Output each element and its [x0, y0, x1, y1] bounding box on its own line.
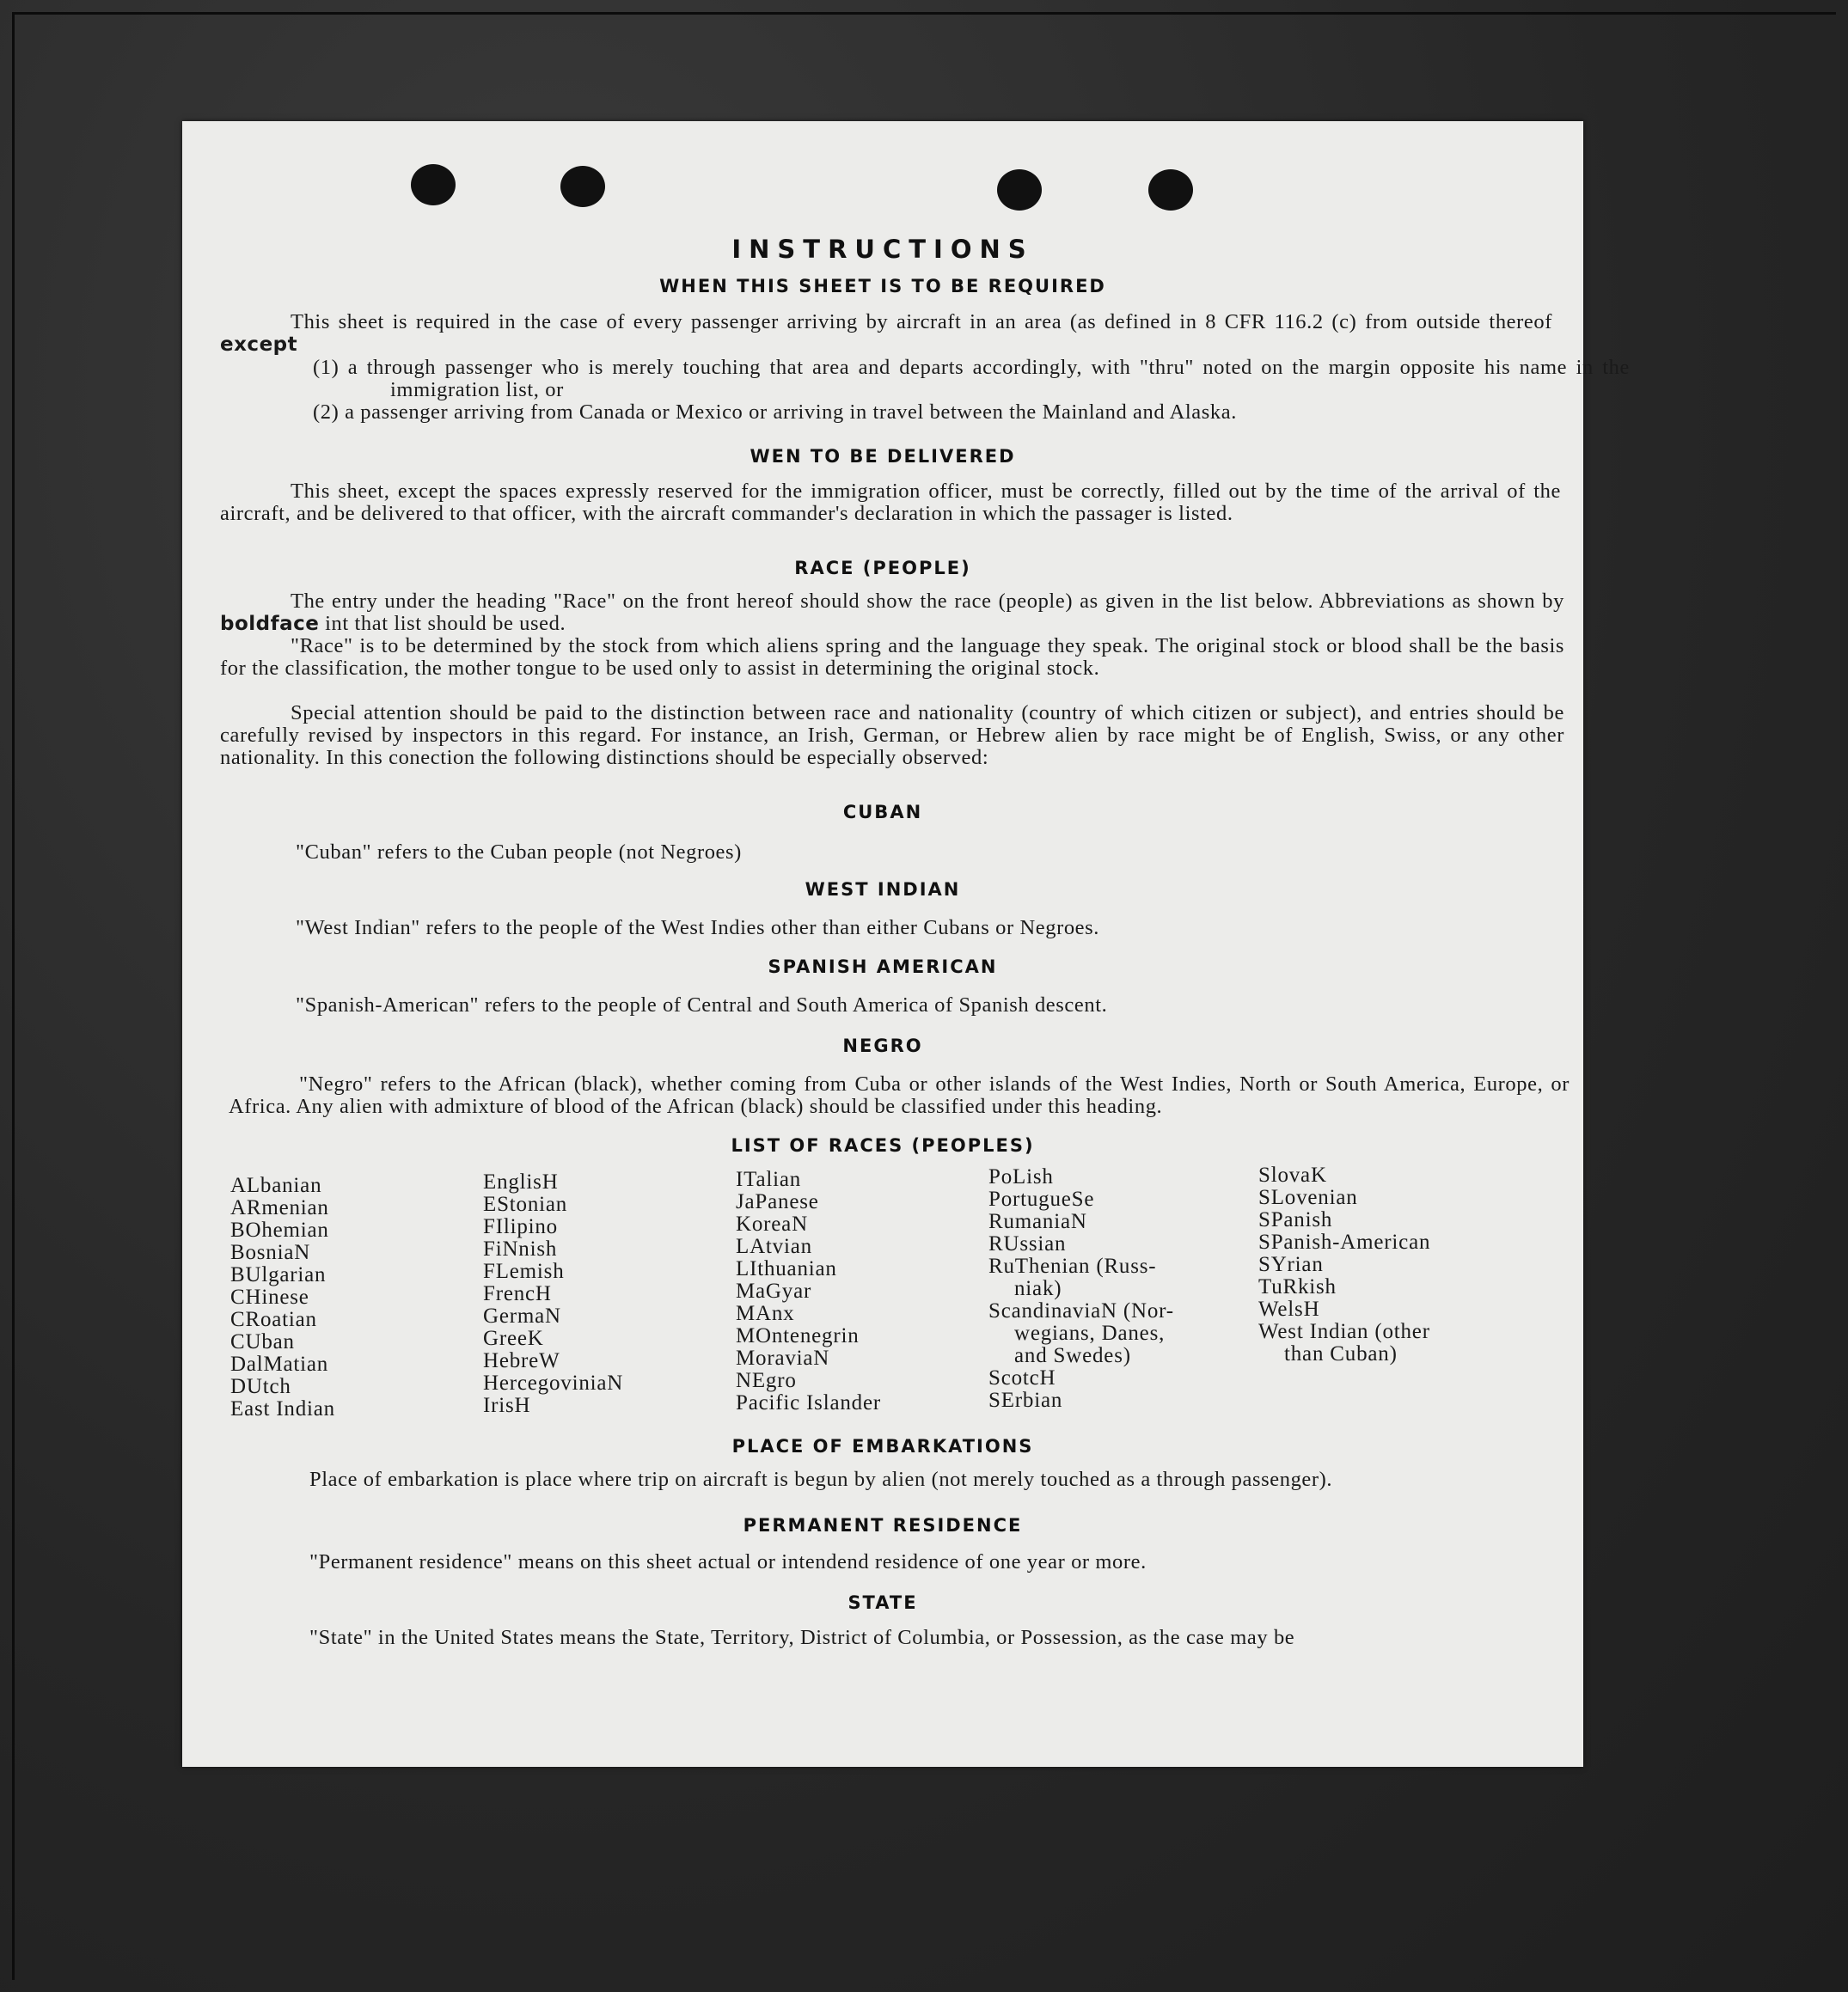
race-item: ScandinaviaN (Nor-: [988, 1299, 1174, 1323]
race-item: MaGyar: [736, 1280, 812, 1303]
race-paragraph-1: The entry under the heading "Race" on the front hereof should show the race (people) as given in the list below. Abbreviations as shown by boldface int that list should be used.: [220, 590, 1564, 635]
punch-hole: [411, 164, 456, 205]
residence-text: "Permanent residence" means on this sheet actual or intendend residence of one year or more.: [309, 1550, 1147, 1573]
race-item: JaPanese: [736, 1190, 819, 1213]
race-item: DalMatian: [230, 1353, 329, 1376]
state-text: "State" in the United States means the State, Territory, District of Columbia, or Possession, as the case may be: [309, 1626, 1295, 1649]
race-item: FiNnish: [483, 1237, 558, 1261]
race-item: MoraviaN: [736, 1347, 830, 1370]
race-item: and Swedes): [1014, 1344, 1131, 1367]
race-item: KoreaN: [736, 1213, 808, 1236]
race-item: ScotcH: [988, 1366, 1056, 1390]
race-item: CRoatian: [230, 1308, 317, 1331]
when-required-item-2: (2) a passenger arriving from Canada or Mexico or arriving in travel between the Mainland and Alaska.: [313, 400, 1237, 424]
spanish-american-text: "Spanish-American" refers to the people of Central and South America of Spanish descent.: [296, 993, 1108, 1017]
race-item: SPanish-American: [1258, 1231, 1431, 1254]
races-column-3: [736, 1169, 881, 1415]
race-item: LAtvian: [736, 1235, 812, 1258]
heading-when-delivered: WEN TO BE DELIVERED: [750, 446, 1016, 467]
west-indian-text: "West Indian" refers to the people of the West Indies other than either Cubans or Negroes.: [296, 916, 1100, 939]
race-paragraph-2: "Race" is to be determined by the stock from which aliens spring and the language they speak. The original stock or blood shall be the basis for the classification, the mother tongue to be used only to assist in determining the original stock.: [220, 634, 1564, 680]
race-item: West Indian (other: [1258, 1320, 1430, 1343]
heading-when-required: WHEN THIS SHEET IS TO BE REQUIRED: [659, 276, 1106, 296]
when-required-item-1: (1) a through passenger who is merely touching that area and departs accordingly, with "thru" noted on the margin opposite his name in the immigration list, or: [313, 356, 1630, 401]
race-item: SLovenian: [1258, 1186, 1358, 1209]
punch-hole: [997, 169, 1042, 211]
except-bold: except: [220, 333, 298, 356]
race-item: SErbian: [988, 1389, 1063, 1412]
race-item: BosniaN: [230, 1241, 311, 1264]
negro-text: "Negro" refers to the African (black), whether coming from Cuba or other islands of the West Indies, North or South America, Europe, or Africa. Any alien with admixture of blood of the African (black) should be classified under this heading.: [229, 1072, 1570, 1118]
heading-negro: NEGRO: [842, 1036, 923, 1056]
race-item: GreeK: [483, 1327, 544, 1350]
race-item: CUban: [230, 1330, 295, 1353]
race-item: SYrian: [1258, 1253, 1324, 1276]
race-item: MOntenegrin: [736, 1324, 860, 1347]
race-item: CHinese: [230, 1286, 309, 1309]
race-item: RumaniaN: [988, 1210, 1087, 1233]
race-item: FrencH: [483, 1282, 552, 1305]
races-column-2: [483, 1171, 623, 1417]
races-column-5: [1258, 1164, 1430, 1366]
race-paragraph-3: Special attention should be paid to the distinction between race and nationality (country of which citizen or subject), and entries should be carefully revised by inspectors in this regard. For instance, an Irish, German, or Hebrew alien by race might be of English, Swiss, or any other nationality. In this conection the following distinctions should be especially observed:: [220, 701, 1564, 769]
race-item: PoLish: [988, 1165, 1054, 1188]
page-title: INSTRUCTIONS: [731, 235, 1034, 264]
when-required-intro: This sheet is required in the case of every passenger arriving by aircraft in an area (as defined in 8 CFR 116.2 (c) from outside thereof except: [220, 310, 1552, 356]
race-item: HercegoviniaN: [483, 1372, 624, 1395]
race-item: SPanish: [1258, 1208, 1333, 1231]
race-item: LIthuanian: [736, 1257, 837, 1280]
race-item: BOhemian: [230, 1219, 329, 1242]
heading-west-indian: WEST INDIAN: [805, 879, 961, 900]
race-item: BUlgarian: [230, 1263, 327, 1286]
heading-cuban: CUBAN: [842, 802, 923, 822]
race-item: wegians, Danes,: [1014, 1322, 1166, 1345]
race-item: RUssian: [988, 1232, 1067, 1256]
race-item: East Indian: [230, 1397, 335, 1421]
race-item: ALbanian: [230, 1174, 322, 1197]
embarkation-text: Place of embarkation is place where trip on aircraft is begun by alien (not merely touched as a through passenger).: [309, 1468, 1333, 1491]
race-item: EnglisH: [483, 1170, 559, 1194]
race-item: Pacific Islander: [736, 1391, 881, 1415]
race-item: than Cuban): [1284, 1342, 1398, 1366]
race-item: NEgro: [736, 1369, 797, 1392]
race-item: ARmenian: [230, 1196, 329, 1219]
race-item: FIlipino: [483, 1215, 558, 1238]
race-item: niak): [1014, 1277, 1062, 1300]
race-item: IrisH: [483, 1394, 531, 1417]
races-column-4: [988, 1166, 1174, 1412]
race-item: SlovaK: [1258, 1164, 1327, 1187]
race-item: DUtch: [230, 1375, 291, 1398]
heading-permanent-residence: PERMANENT RESIDENCE: [743, 1515, 1023, 1536]
punch-hole: [560, 166, 605, 207]
boldface-bold: boldface: [220, 613, 320, 635]
when-delivered-text: This sheet, except the spaces expressly reserved for the immigration officer, must be correctly, filled out by the time of the arrival of the aircraft, and be delivered to that officer, with the aircraft commander's declaration in which the passager is listed.: [220, 480, 1561, 525]
race-item: TuRkish: [1258, 1275, 1337, 1298]
punch-hole: [1148, 169, 1193, 211]
race-item: WelsH: [1258, 1298, 1320, 1321]
heading-embarkation: PLACE OF EMBARKATIONS: [731, 1436, 1034, 1457]
heading-state: STATE: [848, 1592, 918, 1613]
cuban-text: "Cuban" refers to the Cuban people (not Negroes): [296, 840, 742, 864]
race-item: RuThenian (Russ-: [988, 1255, 1157, 1278]
heading-list-of-races: LIST OF RACES (PEOPLES): [731, 1135, 1035, 1156]
race-item: MAnx: [736, 1302, 795, 1325]
race-item: EStonian: [483, 1193, 568, 1216]
heading-spanish-american: SPANISH AMERICAN: [768, 956, 998, 977]
instruction-sheet: [182, 121, 1630, 1767]
heading-race: RACE (PEOPLE): [794, 558, 971, 578]
race-item: HebreW: [483, 1349, 560, 1372]
race-item: GermaN: [483, 1305, 561, 1328]
race-item: PortugueSe: [988, 1188, 1095, 1211]
race-item: FLemish: [483, 1260, 565, 1283]
races-column-1: [230, 1175, 335, 1421]
race-item: ITalian: [736, 1168, 802, 1191]
